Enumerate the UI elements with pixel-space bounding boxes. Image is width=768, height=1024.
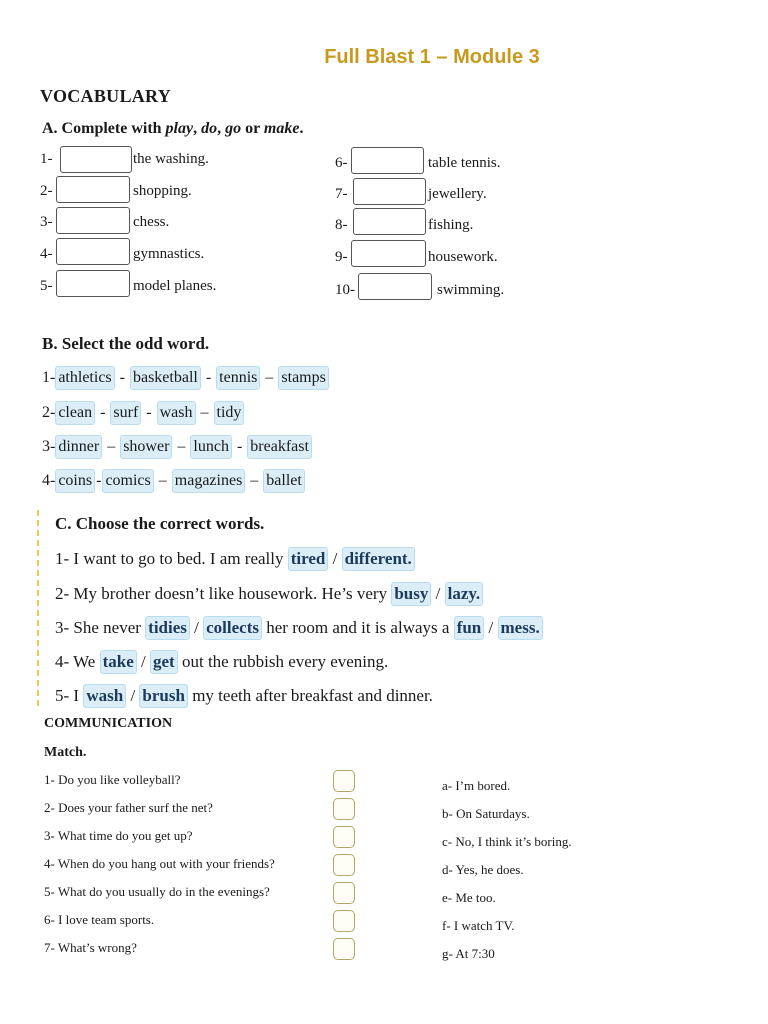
item-text: swimming. xyxy=(437,282,505,298)
item-number: 10- xyxy=(335,282,355,298)
section-c-heading: C. Choose the correct words. xyxy=(55,514,265,533)
odd-word-option[interactable]: dinner xyxy=(55,435,102,459)
match-answer: d- Yes, he does. xyxy=(442,862,524,877)
section-b-heading: B. Select the odd word. xyxy=(42,334,210,353)
item-number: 9- xyxy=(335,249,348,265)
item-text: model planes. xyxy=(133,278,217,294)
odd-word-option[interactable]: coins xyxy=(55,469,95,493)
match-answer-box-7[interactable] xyxy=(333,938,355,960)
word-option[interactable]: tired xyxy=(288,547,329,571)
section-c-marker xyxy=(37,510,39,706)
match-question: 7- What’s wrong? xyxy=(44,940,137,955)
word-option[interactable]: lazy. xyxy=(445,582,484,606)
match-question: 1- Do you like volleyball? xyxy=(44,772,181,787)
odd-word-option[interactable]: athletics xyxy=(55,366,114,390)
match-answer: f- I watch TV. xyxy=(442,918,515,933)
match-answer: e- Me too. xyxy=(442,890,496,905)
word-option[interactable]: busy xyxy=(391,582,431,606)
item-number: 4- xyxy=(40,246,53,262)
odd-word-option[interactable]: ballet xyxy=(263,469,305,493)
item-text: jewellery. xyxy=(428,186,487,202)
answer-input-4[interactable] xyxy=(56,238,130,265)
match-question: 6- I love team sports. xyxy=(44,912,155,927)
word-option[interactable]: fun xyxy=(454,616,485,640)
item-number: 3- xyxy=(40,214,53,230)
word-option[interactable]: brush xyxy=(139,684,188,708)
odd-word-option[interactable]: comics xyxy=(102,469,153,493)
match-answer-box-6[interactable] xyxy=(333,910,355,932)
answer-input-10[interactable] xyxy=(358,273,432,300)
item-text: table tennis. xyxy=(428,155,501,171)
match-answer-box-5[interactable] xyxy=(333,882,355,904)
odd-word-option[interactable]: lunch xyxy=(190,435,232,459)
page-title: Full Blast 1 – Module 3 xyxy=(324,46,540,68)
item-text: chess. xyxy=(133,214,170,230)
odd-word-option[interactable]: wash xyxy=(157,401,196,425)
odd-word-option[interactable]: tennis xyxy=(216,366,260,390)
section-a-heading: A. Complete with play, do, go or make. xyxy=(42,120,304,137)
match-answer-box-2[interactable] xyxy=(333,798,355,820)
match-answer-box-1[interactable] xyxy=(333,770,355,792)
vocabulary-heading: VOCABULARY xyxy=(40,86,172,106)
word-option[interactable]: take xyxy=(100,650,137,674)
match-label: Match. xyxy=(44,745,87,760)
word-option[interactable]: mess. xyxy=(498,616,543,640)
item-text: fishing. xyxy=(428,217,474,233)
word-option[interactable]: get xyxy=(150,650,178,674)
choose-row-3: 3- She never tidies / collects her room and it is always a fun / mess. xyxy=(55,616,543,640)
answer-input-7[interactable] xyxy=(353,178,426,205)
answer-input-6[interactable] xyxy=(351,147,424,174)
odd-word-row-4: 4- coins - comics – magazines – ballet xyxy=(42,469,305,493)
match-answer: g- At 7:30 xyxy=(442,946,495,961)
answer-input-5[interactable] xyxy=(56,270,130,297)
odd-word-option[interactable]: clean xyxy=(55,401,95,425)
item-number: 6- xyxy=(335,155,348,171)
match-question: 2- Does your father surf the net? xyxy=(44,800,213,815)
choose-row-5: 5- I wash / brush my teeth after breakfast and dinner. xyxy=(55,684,433,708)
answer-input-8[interactable] xyxy=(353,208,426,235)
choose-row-2: 2- My brother doesn’t like housework. He’s very busy / lazy. xyxy=(55,582,483,606)
match-answer-box-3[interactable] xyxy=(333,826,355,848)
odd-word-option[interactable]: stamps xyxy=(278,366,328,390)
item-text: housework. xyxy=(428,249,498,265)
item-number: 2- xyxy=(40,183,53,199)
word-option[interactable]: different. xyxy=(342,547,415,571)
item-text: shopping. xyxy=(133,183,192,199)
match-answer: b- On Saturdays. xyxy=(442,806,530,821)
answer-input-2[interactable] xyxy=(56,176,130,203)
match-question: 5- What do you usually do in the evenings? xyxy=(44,884,270,899)
odd-word-row-1: 1- athletics - basketball - tennis – stamps xyxy=(42,366,329,390)
item-number: 8- xyxy=(335,217,348,233)
word-option[interactable]: wash xyxy=(83,684,126,708)
odd-word-option[interactable]: shower xyxy=(120,435,172,459)
item-text: the washing. xyxy=(133,151,209,167)
word-option[interactable]: collects xyxy=(203,616,262,640)
word-option[interactable]: tidies xyxy=(145,616,190,640)
communication-heading: COMMUNICATION xyxy=(44,716,173,731)
match-question: 4- When do you hang out with your friends? xyxy=(44,856,275,871)
odd-word-option[interactable]: magazines xyxy=(172,469,246,493)
match-answer-box-4[interactable] xyxy=(333,854,355,876)
match-answer: a- I’m bored. xyxy=(442,778,511,793)
answer-input-1[interactable] xyxy=(60,146,132,173)
match-answer: c- No, I think it’s boring. xyxy=(442,834,572,849)
odd-word-row-2: 2- clean - surf - wash – tidy xyxy=(42,401,244,425)
choose-row-1: 1- I want to go to bed. I am really tired / different. xyxy=(55,547,415,571)
odd-word-option[interactable]: tidy xyxy=(214,401,245,425)
choose-row-4: 4- We take / get out the rubbish every evening. xyxy=(55,650,388,674)
odd-word-option[interactable]: breakfast xyxy=(247,435,312,459)
answer-input-3[interactable] xyxy=(56,207,130,234)
match-question: 3- What time do you get up? xyxy=(44,828,193,843)
item-text: gymnastics. xyxy=(133,246,205,262)
item-number: 5- xyxy=(40,278,53,294)
item-number: 7- xyxy=(335,186,348,202)
odd-word-option[interactable]: basketball xyxy=(130,366,201,390)
item-number: 1- xyxy=(40,151,53,167)
odd-word-row-3: 3- dinner – shower – lunch - breakfast xyxy=(42,435,312,459)
answer-input-9[interactable] xyxy=(351,240,426,267)
odd-word-option[interactable]: surf xyxy=(110,401,141,425)
